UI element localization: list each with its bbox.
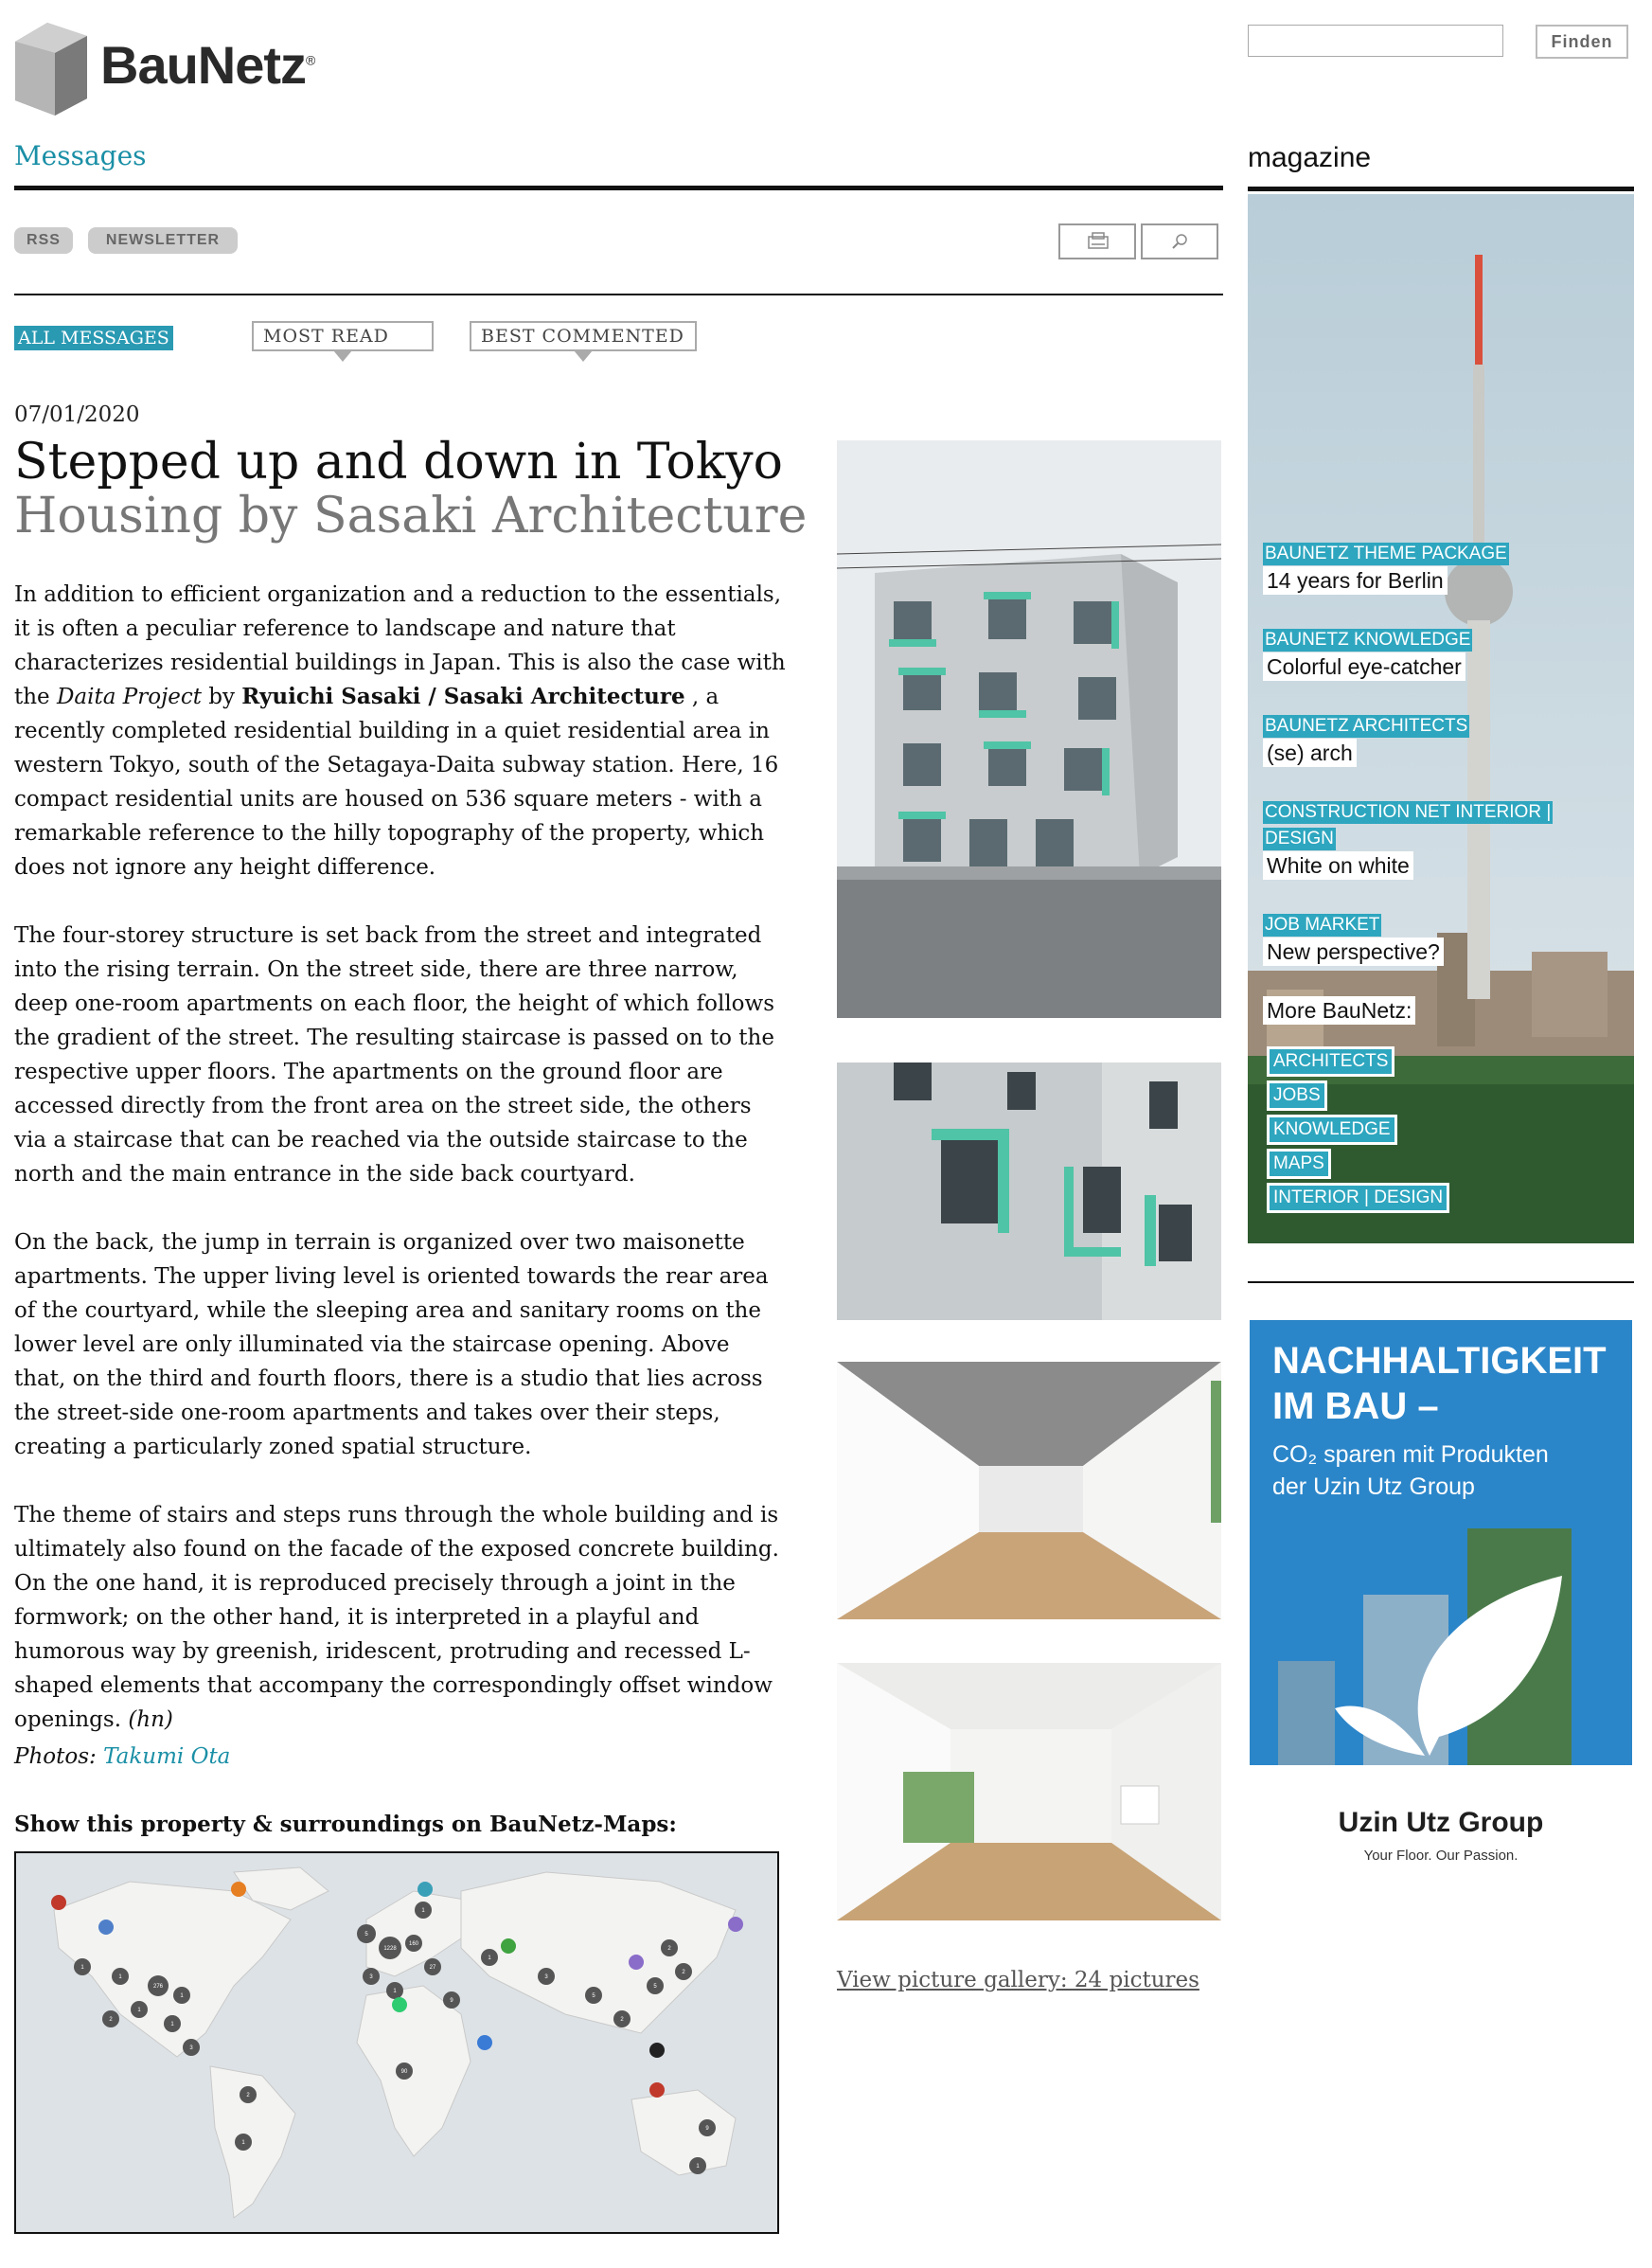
map-marker-count: 1 bbox=[696, 2164, 700, 2170]
paragraph: The four-storey structure is set back from the street and integrated into the rising terrain. On the street side, there are three narrow, deep one-room apartments on each floor, the height of which follows the gradient of the street. The resulting staircase is passed on to the respective upper floors. The apartments on the ground floor are accessed directly from the front area on the street side, the others via a staircase that can be reached via the outside staircase to the north and the main entrance in the side back courtyard. bbox=[14, 923, 775, 1187]
ad-headline: NACHHALTIGKEIT bbox=[1272, 1340, 1607, 1382]
arrow-down-icon bbox=[574, 350, 593, 362]
logo-text: BauNetz® bbox=[100, 35, 315, 95]
magazine-headline[interactable]: White on white bbox=[1263, 851, 1413, 880]
more-link-maps[interactable]: MAPS bbox=[1267, 1149, 1331, 1179]
more-link-jobs[interactable]: JOBS bbox=[1267, 1080, 1327, 1111]
magazine-category[interactable]: CONSTRUCTION NET INTERIOR | bbox=[1265, 802, 1552, 822]
article-date: 07/01/2020 bbox=[14, 402, 140, 427]
ad-subline: der Uzin Utz Group bbox=[1272, 1473, 1475, 1500]
map-marker-count: 1 bbox=[180, 1993, 184, 1999]
tab-all-messages[interactable]: ALL MESSAGES bbox=[14, 326, 173, 350]
map-marker-count: 160 bbox=[408, 1941, 419, 1947]
more-link-knowledge[interactable]: KNOWLEDGE bbox=[1267, 1115, 1397, 1145]
print-icon bbox=[1060, 225, 1134, 258]
paragraph: The theme of stairs and steps runs through the whole building and is ultimately also found on the facade of the exposed concrete building. On the one hand, it is reproduced precisely through a joint in the formwork; on the other hand, it is interpreted in a playful and humorous way by greenish, iridescent, protruding and recessed L-shaped elements that accompany the correspondingly offset window openings. (hn) bbox=[14, 1503, 779, 1732]
search-button[interactable]: Finden bbox=[1536, 25, 1628, 59]
photo-credit: Photos: Takumi Ota bbox=[14, 1744, 231, 1769]
tab-most-read[interactable]: MOST READ bbox=[252, 321, 434, 351]
magazine-category[interactable]: BAUNETZ KNOWLEDGE bbox=[1265, 630, 1471, 650]
map-marker-count: 1 bbox=[488, 1955, 491, 1961]
map-marker-count: 1 bbox=[137, 2008, 141, 2013]
divider bbox=[14, 186, 1223, 190]
more-baunetz-label: More BauNetz: bbox=[1263, 996, 1415, 1025]
world-map-graphic bbox=[16, 1853, 777, 2232]
map-marker-count: 90 bbox=[400, 2069, 408, 2075]
map-marker-count: 3 bbox=[544, 1974, 548, 1980]
article-body bbox=[14, 578, 786, 1771]
more-link-architects[interactable]: ARCHITECTS bbox=[1267, 1046, 1394, 1077]
photographer-link[interactable]: Takumi Ota bbox=[103, 1744, 231, 1769]
magazine-title: magazine bbox=[1248, 142, 1372, 173]
map-marker-count: 2 bbox=[620, 2017, 624, 2023]
map-marker-count: 1 bbox=[170, 2022, 174, 2027]
map-marker-count: 2 bbox=[682, 1970, 685, 1975]
article-title: Stepped up and down in Tokyo bbox=[14, 434, 783, 491]
map-marker-count: 3 bbox=[369, 1974, 373, 1980]
map-marker-count: 1 bbox=[118, 1974, 122, 1980]
map-marker-count: 3 bbox=[189, 2045, 193, 2051]
world-map[interactable] bbox=[14, 1851, 779, 2234]
maps-label: Show this property & surroundings on BauNetz-Maps: bbox=[14, 1812, 677, 1837]
more-link-interior-design[interactable]: INTERIOR | DESIGN bbox=[1267, 1183, 1449, 1213]
map-marker-count: 27 bbox=[429, 1965, 436, 1971]
divider bbox=[14, 294, 1223, 295]
magazine-category[interactable]: BAUNETZ THEME PACKAGE bbox=[1265, 544, 1507, 563]
article-subtitle: Housing by Sasaki Architecture bbox=[14, 488, 808, 545]
search-input[interactable] bbox=[1248, 25, 1503, 57]
map-marker-count: 2 bbox=[246, 2093, 250, 2098]
rss-button[interactable]: RSS bbox=[14, 227, 73, 254]
map-marker-count: 9 bbox=[450, 1998, 453, 2004]
advertisement-banner[interactable] bbox=[1250, 1320, 1632, 1881]
magazine-category[interactable]: BAUNETZ ARCHITECTS bbox=[1265, 716, 1468, 736]
arrow-down-icon bbox=[333, 350, 352, 362]
magazine-headline[interactable]: 14 years for Berlin bbox=[1263, 566, 1448, 595]
magazine-category[interactable]: DESIGN bbox=[1265, 829, 1334, 848]
map-marker-count: 5 bbox=[364, 1932, 368, 1938]
map-marker-count: 9 bbox=[705, 2126, 709, 2132]
paragraph: On the back, the jump in terrain is organized over two maisonette apartments. The upper living level is oriented towards the rear area of the courtyard, while the sleeping area and sanitary rooms on the lower level are only illuminated via the staircase opening. Above that, on the third and fourth floors, there is a studio that lies across the street-side one-room apartments and takes over their steps, creating a particularly zoned spatial structure. bbox=[14, 1230, 769, 1459]
map-marker-count: 1 bbox=[393, 1989, 397, 1994]
gallery-photo-facade[interactable] bbox=[837, 1063, 1221, 1320]
map-marker-count: 2 bbox=[109, 2017, 113, 2023]
divider bbox=[1248, 187, 1634, 191]
magazine-headline[interactable]: Colorful eye-catcher bbox=[1263, 652, 1465, 681]
ad-headline: IM BAU – bbox=[1272, 1385, 1439, 1427]
map-marker-count: 1 bbox=[421, 1908, 425, 1914]
gallery-photo-interior-corridor[interactable] bbox=[837, 1362, 1221, 1619]
map-marker-count: 1 bbox=[80, 1965, 84, 1971]
map-marker-count: 276 bbox=[152, 1984, 164, 1990]
magazine-category[interactable]: JOB MARKET bbox=[1265, 915, 1380, 935]
tab-best-commented[interactable]: BEST COMMENTED bbox=[470, 321, 697, 351]
picture-gallery-link[interactable]: View picture gallery: 24 pictures bbox=[837, 1968, 1199, 1992]
print-button[interactable] bbox=[1058, 223, 1136, 259]
magnifier-icon bbox=[1143, 225, 1217, 258]
section-title[interactable]: Messages bbox=[14, 140, 147, 171]
map-marker-count: 2 bbox=[667, 1946, 671, 1952]
map-marker-count: 1 bbox=[241, 2140, 245, 2146]
map-marker-count: 5 bbox=[653, 1984, 657, 1990]
map-marker-count: 1228 bbox=[383, 1946, 397, 1952]
ad-brand: Uzin Utz Group bbox=[1338, 1807, 1544, 1838]
map-marker-count: 5 bbox=[592, 1993, 595, 1999]
ad-tagline: Your Floor. Our Passion. bbox=[1363, 1848, 1519, 1864]
divider bbox=[1248, 1281, 1634, 1283]
newsletter-button[interactable]: NEWSLETTER bbox=[88, 227, 238, 254]
magazine-headline[interactable]: (se) arch bbox=[1263, 739, 1357, 767]
gallery-photo-interior-room[interactable] bbox=[837, 1663, 1221, 1920]
magazine-headline[interactable]: New perspective? bbox=[1263, 938, 1444, 966]
ad-subline: CO₂ sparen mit Produkten bbox=[1272, 1441, 1549, 1468]
gallery-photo-exterior[interactable] bbox=[837, 440, 1221, 1018]
search-button-secondary[interactable] bbox=[1141, 223, 1218, 259]
paragraph: In addition to efficient organization and a reduction to the essentials, it is often a peculiar reference to landscape and nature that characterizes residential buildings in Japan. This is also the case with the Daita Project by Ryuichi Sasaki / Sasaki Architecture , a recently completed residential building in a quiet residential area in western Tokyo, south of the Setagaya-Daita subway station. Here, 16 compact residential units are housed on 536 square meters - with a remarkable reference to the hilly topography of the property, which does not ignore any height difference. bbox=[14, 582, 786, 880]
